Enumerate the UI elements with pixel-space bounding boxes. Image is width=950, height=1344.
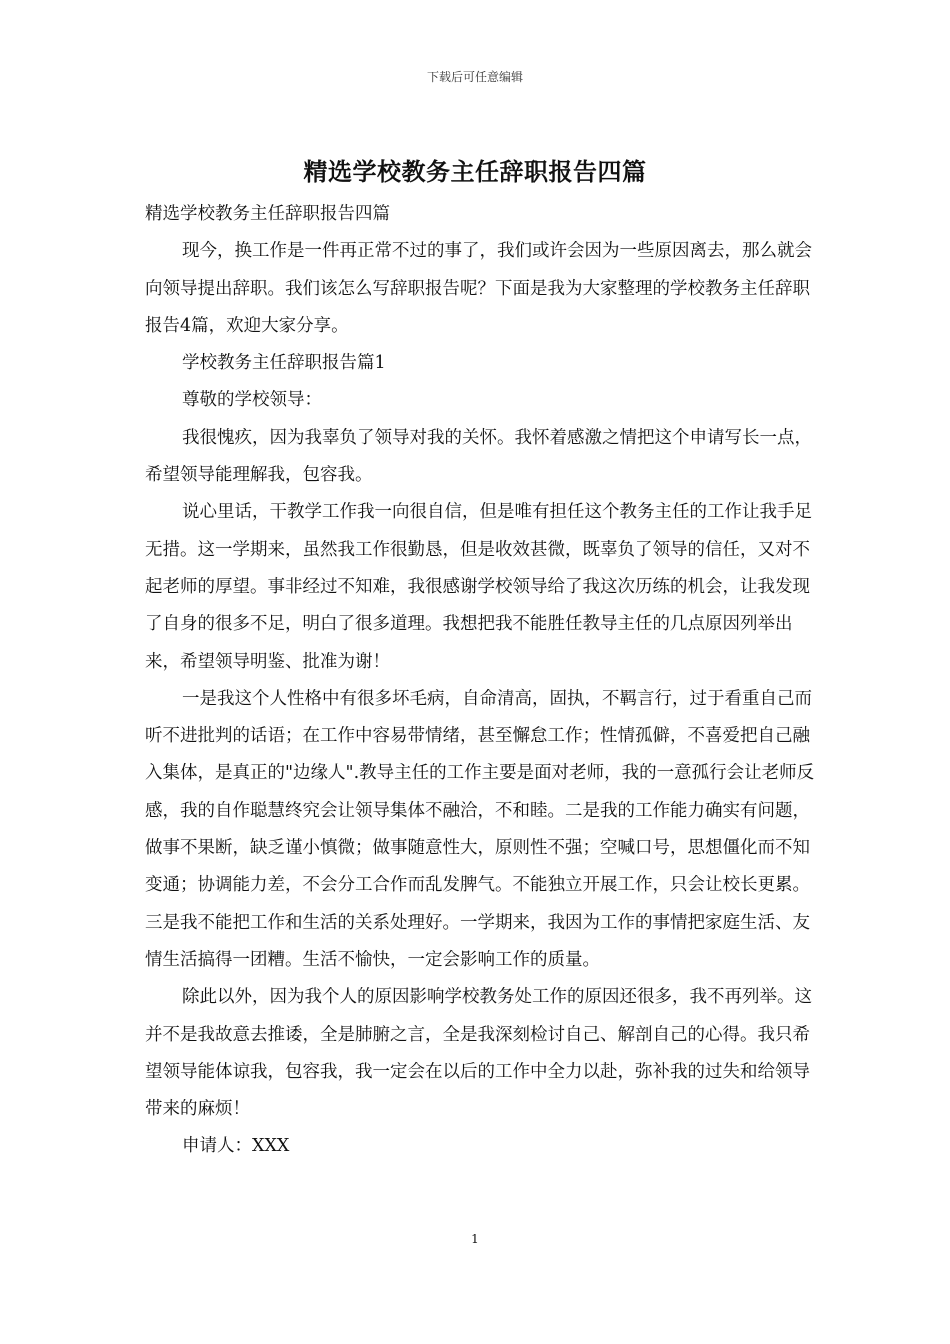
paragraph: 说心里话，干教学工作我一向很自信，但是唯有担任这个教务主任的工作让我手足无措。这一学期来，虽然我工作很勤恳，但是收效甚微，既辜负了领导的信任，又对不起老师的厚望。事非经过不知难，我很感谢学校领导给了我这次历练的机会，让我发现了自身的很多不足，明白了很多道理。我想把我不能胜任教导主任的几点原因列举出来，希望领导明鉴、批准为谢！	[145, 502, 812, 672]
paragraph: 除此以外，因为我个人的原因影响学校教务处工作的原因还很多，我不再列举。这并不是我故意去推诿，全是肺腑之言，全是我深刻检讨自己、解剖自己的心得。我只希望领导能体谅我，包容我，我一定会在以后的工作中全力以赴，弥补我的过失和给领导带来的麻烦！	[145, 987, 812, 1120]
paragraph: 精选学校教务主任辞职报告四篇	[145, 204, 390, 224]
document-body	[145, 196, 825, 1166]
signature-line: 申请人：XXX	[182, 1136, 290, 1157]
salutation: 尊敬的学校领导：	[182, 390, 322, 411]
paragraph: 现今，换工作是一件再正常不过的事了，我们或许会因为一些原因离去，那么就会向领导提出辞职。我们该怎么写辞职报告呢？下面是我为大家整理的学校教务主任辞职报告4篇，欢迎大家分享。	[145, 241, 812, 336]
header-note: 下载后可任意编辑	[426, 70, 523, 84]
section-heading: 学校教务主任辞职报告篇1	[182, 353, 386, 374]
document-title: 精选学校教务主任辞职报告四篇	[303, 157, 647, 186]
paragraph: 一是我这个人性格中有很多坏毛病，自命清高，固执，不羁言行，过于看重自己而听不进批判的话语；在工作中容易带情绪，甚至懈怠工作；性情孤僻，不喜爱把自己融入集体，是真正的"边缘人".教导主任的工作主要是面对老师，我的一意孤行会让老师反感，我的自作聪慧终究会让领导集体不融洽，不和睦。二是我的工作能力确实有问题，做事不果断，缺乏谨小慎微；做事随意性大，原则性不强；空喊口号，思想僵化而不知变通；协调能力差，不会分工合作而乱发脾气。不能独立开展工作，只会让校长更累。三是我不能把工作和生活的关系处理好。一学期来，我因为工作的事情把家庭生活、友情生活搞得一团糟。生活不愉快，一定会影响工作的质量。	[145, 688, 815, 970]
paragraph: 我很愧疚，因为我辜负了领导对我的关怀。我怀着感激之情把这个申请写长一点，希望领导能理解我，包容我。	[145, 427, 812, 486]
page-number: 1	[471, 1232, 479, 1246]
